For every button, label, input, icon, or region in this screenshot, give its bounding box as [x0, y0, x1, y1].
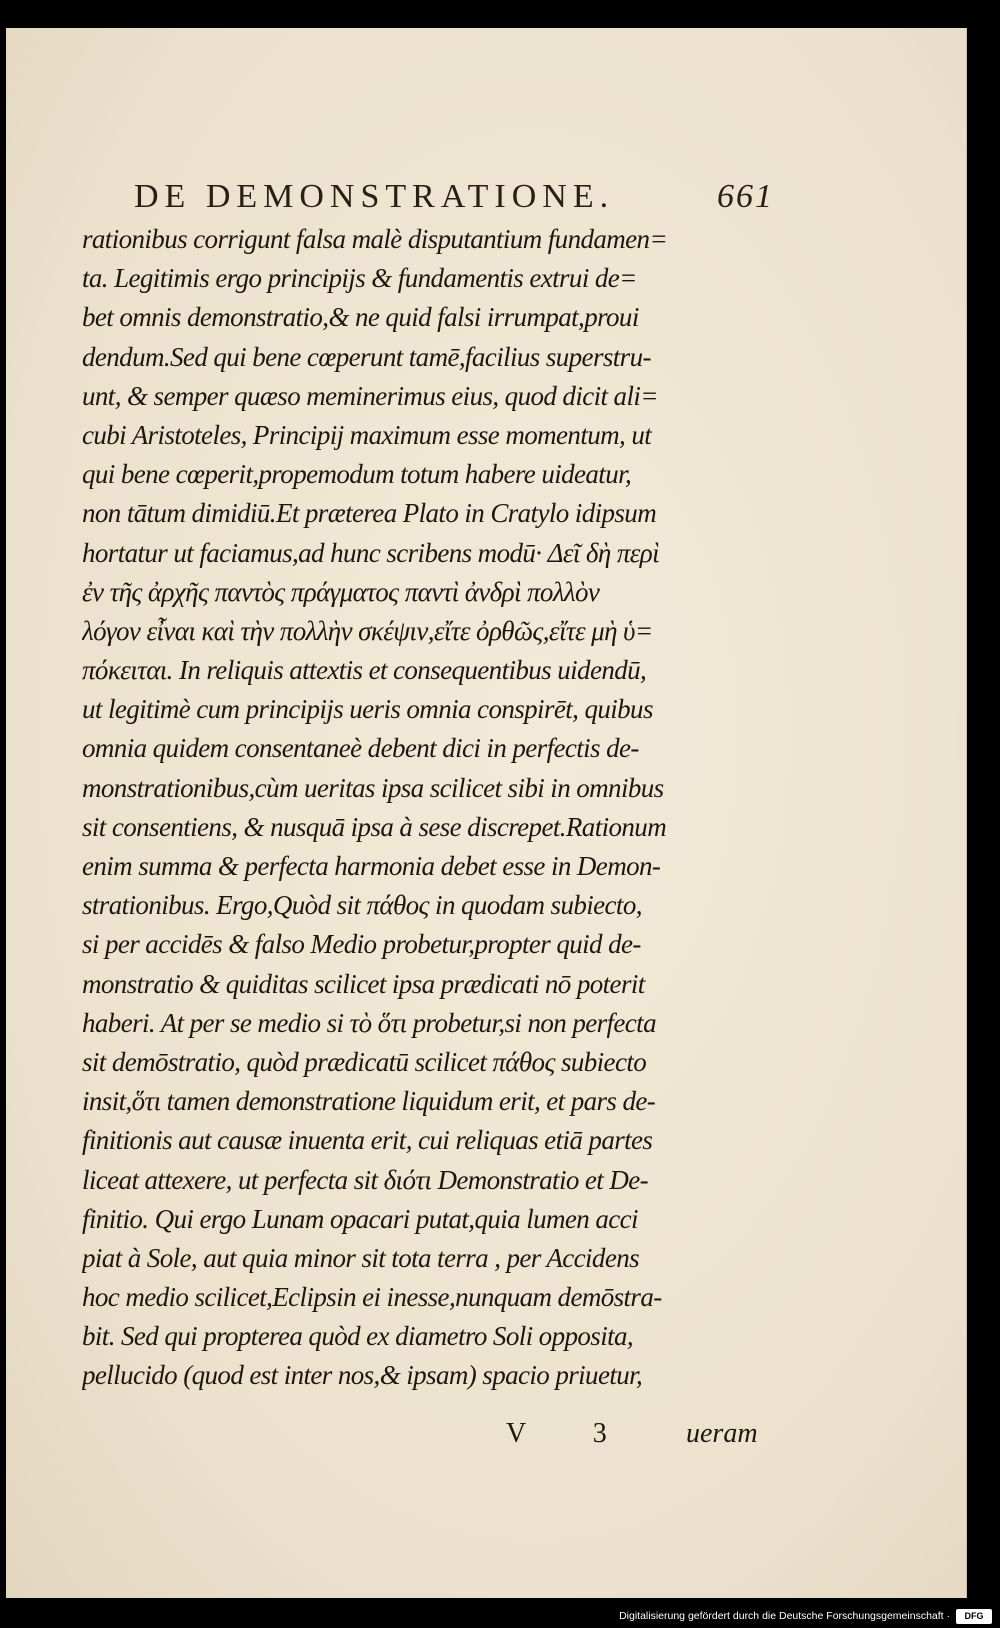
text-line: enim summa & perfecta harmonia debet esse in Demon- [82, 851, 661, 881]
body-text [82, 220, 782, 1396]
text-line: haberi. At per se medio si τὸ ὅτι probetur,si non perfecta [82, 1007, 656, 1038]
book-page [6, 28, 967, 1598]
text-line: λόγον εἶναι καὶ τὴν πολλὴν σκέψιν,εἴτε ὀρθῶς,εἴτε μὴ ὑ= [82, 615, 653, 646]
text-line: monstratio & quiditas scilicet ipsa prædicati nō poterit [82, 968, 645, 999]
text-line: finitio. Qui ergo Lunam opacari putat,quia lumen acci [82, 1203, 638, 1234]
text-line: non tātum dimidiū.Et præterea Plato in Cratylo idipsum [82, 498, 657, 529]
text-line: omnia quidem consentaneè debent dici in perfectis de- [82, 733, 639, 764]
dfg-logo-icon: DFG [956, 1609, 992, 1624]
signature-mark: V 3 [506, 1418, 637, 1449]
text-line: rationibus corrigunt falsa malè disputantium fundamen= [82, 224, 668, 254]
text-line: dendum.Sed qui bene cœperunt tamē,facilius superstru- [82, 341, 651, 372]
text-line: pellucido (quod est inter nos,& ipsam) spacio priuetur, [82, 1360, 643, 1391]
text-line: ἐν τῆς ἀρχῆς παντὸς πράγματος παντὶ ἀνδρὶ πολλὸν [82, 576, 600, 607]
text-line: cubi Aristoteles, Principij maximum esse momentum, ut [82, 419, 652, 450]
text-line: bit. Sed qui propterea quòd ex diametro Soli opposita, [82, 1321, 634, 1352]
text-line: hortatur ut faciamus,ad hunc scribens modū· Δεῖ δὴ περὶ [82, 537, 660, 568]
text-line: πόκειται. In reliquis attextis et consequentibus uidendū, [82, 655, 647, 686]
text-line: liceat attexere, ut perfecta sit διότι Demonstratio et De- [82, 1164, 649, 1195]
text-line: finitionis aut causæ inuenta erit, cui reliquas etiā partes [82, 1125, 653, 1156]
text-line: si per accidēs & falso Medio probetur,propter quid de- [82, 929, 641, 960]
page-number: 661 [717, 178, 774, 215]
text-line: bet omnis demonstratio,& ne quid falsi irrumpat,proui [82, 302, 639, 333]
text-line: qui bene cœperit,propemodum totum habere uideatur, [82, 459, 632, 490]
text-line: hoc medio scilicet,Eclipsin ei inesse,nunquam demōstra- [82, 1282, 662, 1313]
text-line: strationibus. Ergo,Quòd sit πάθος in quodam subiecto, [82, 890, 642, 921]
page-header [134, 178, 774, 218]
page-footer [6, 1418, 786, 1458]
text-line: sit demōstratio, quòd prædicatū scilicet πάθος subiecto [82, 1046, 647, 1077]
digitization-credit: Digitalisierung gefördert durch die Deutsche Forschungsgemeinschaft · [619, 1610, 950, 1622]
text-line: piat à Sole, aut quia minor sit tota terra , per Accidens [82, 1242, 640, 1273]
text-line: monstrationibus,cùm ueritas ipsa scilicet sibi in omnibus [82, 772, 664, 803]
credit-bar [0, 1606, 1000, 1628]
text-line: ut legitimè cum principijs ueris omnia conspirēt, quibus [82, 694, 653, 725]
catchword: ueram [686, 1418, 758, 1449]
text-line: sit consentiens, & nusquā ipsa à sese discrepet.Rationum [82, 811, 667, 842]
text-line: ta. Legitimis ergo principijs & fundamentis extrui de= [82, 263, 637, 294]
text-line: unt, & semper quæso meminerimus eius, quod dicit ali= [82, 380, 658, 411]
text-line: insit,ὅτι tamen demonstratione liquidum erit, et pars de- [82, 1086, 656, 1117]
running-title: DE DEMONSTRATIONE. [134, 178, 615, 215]
